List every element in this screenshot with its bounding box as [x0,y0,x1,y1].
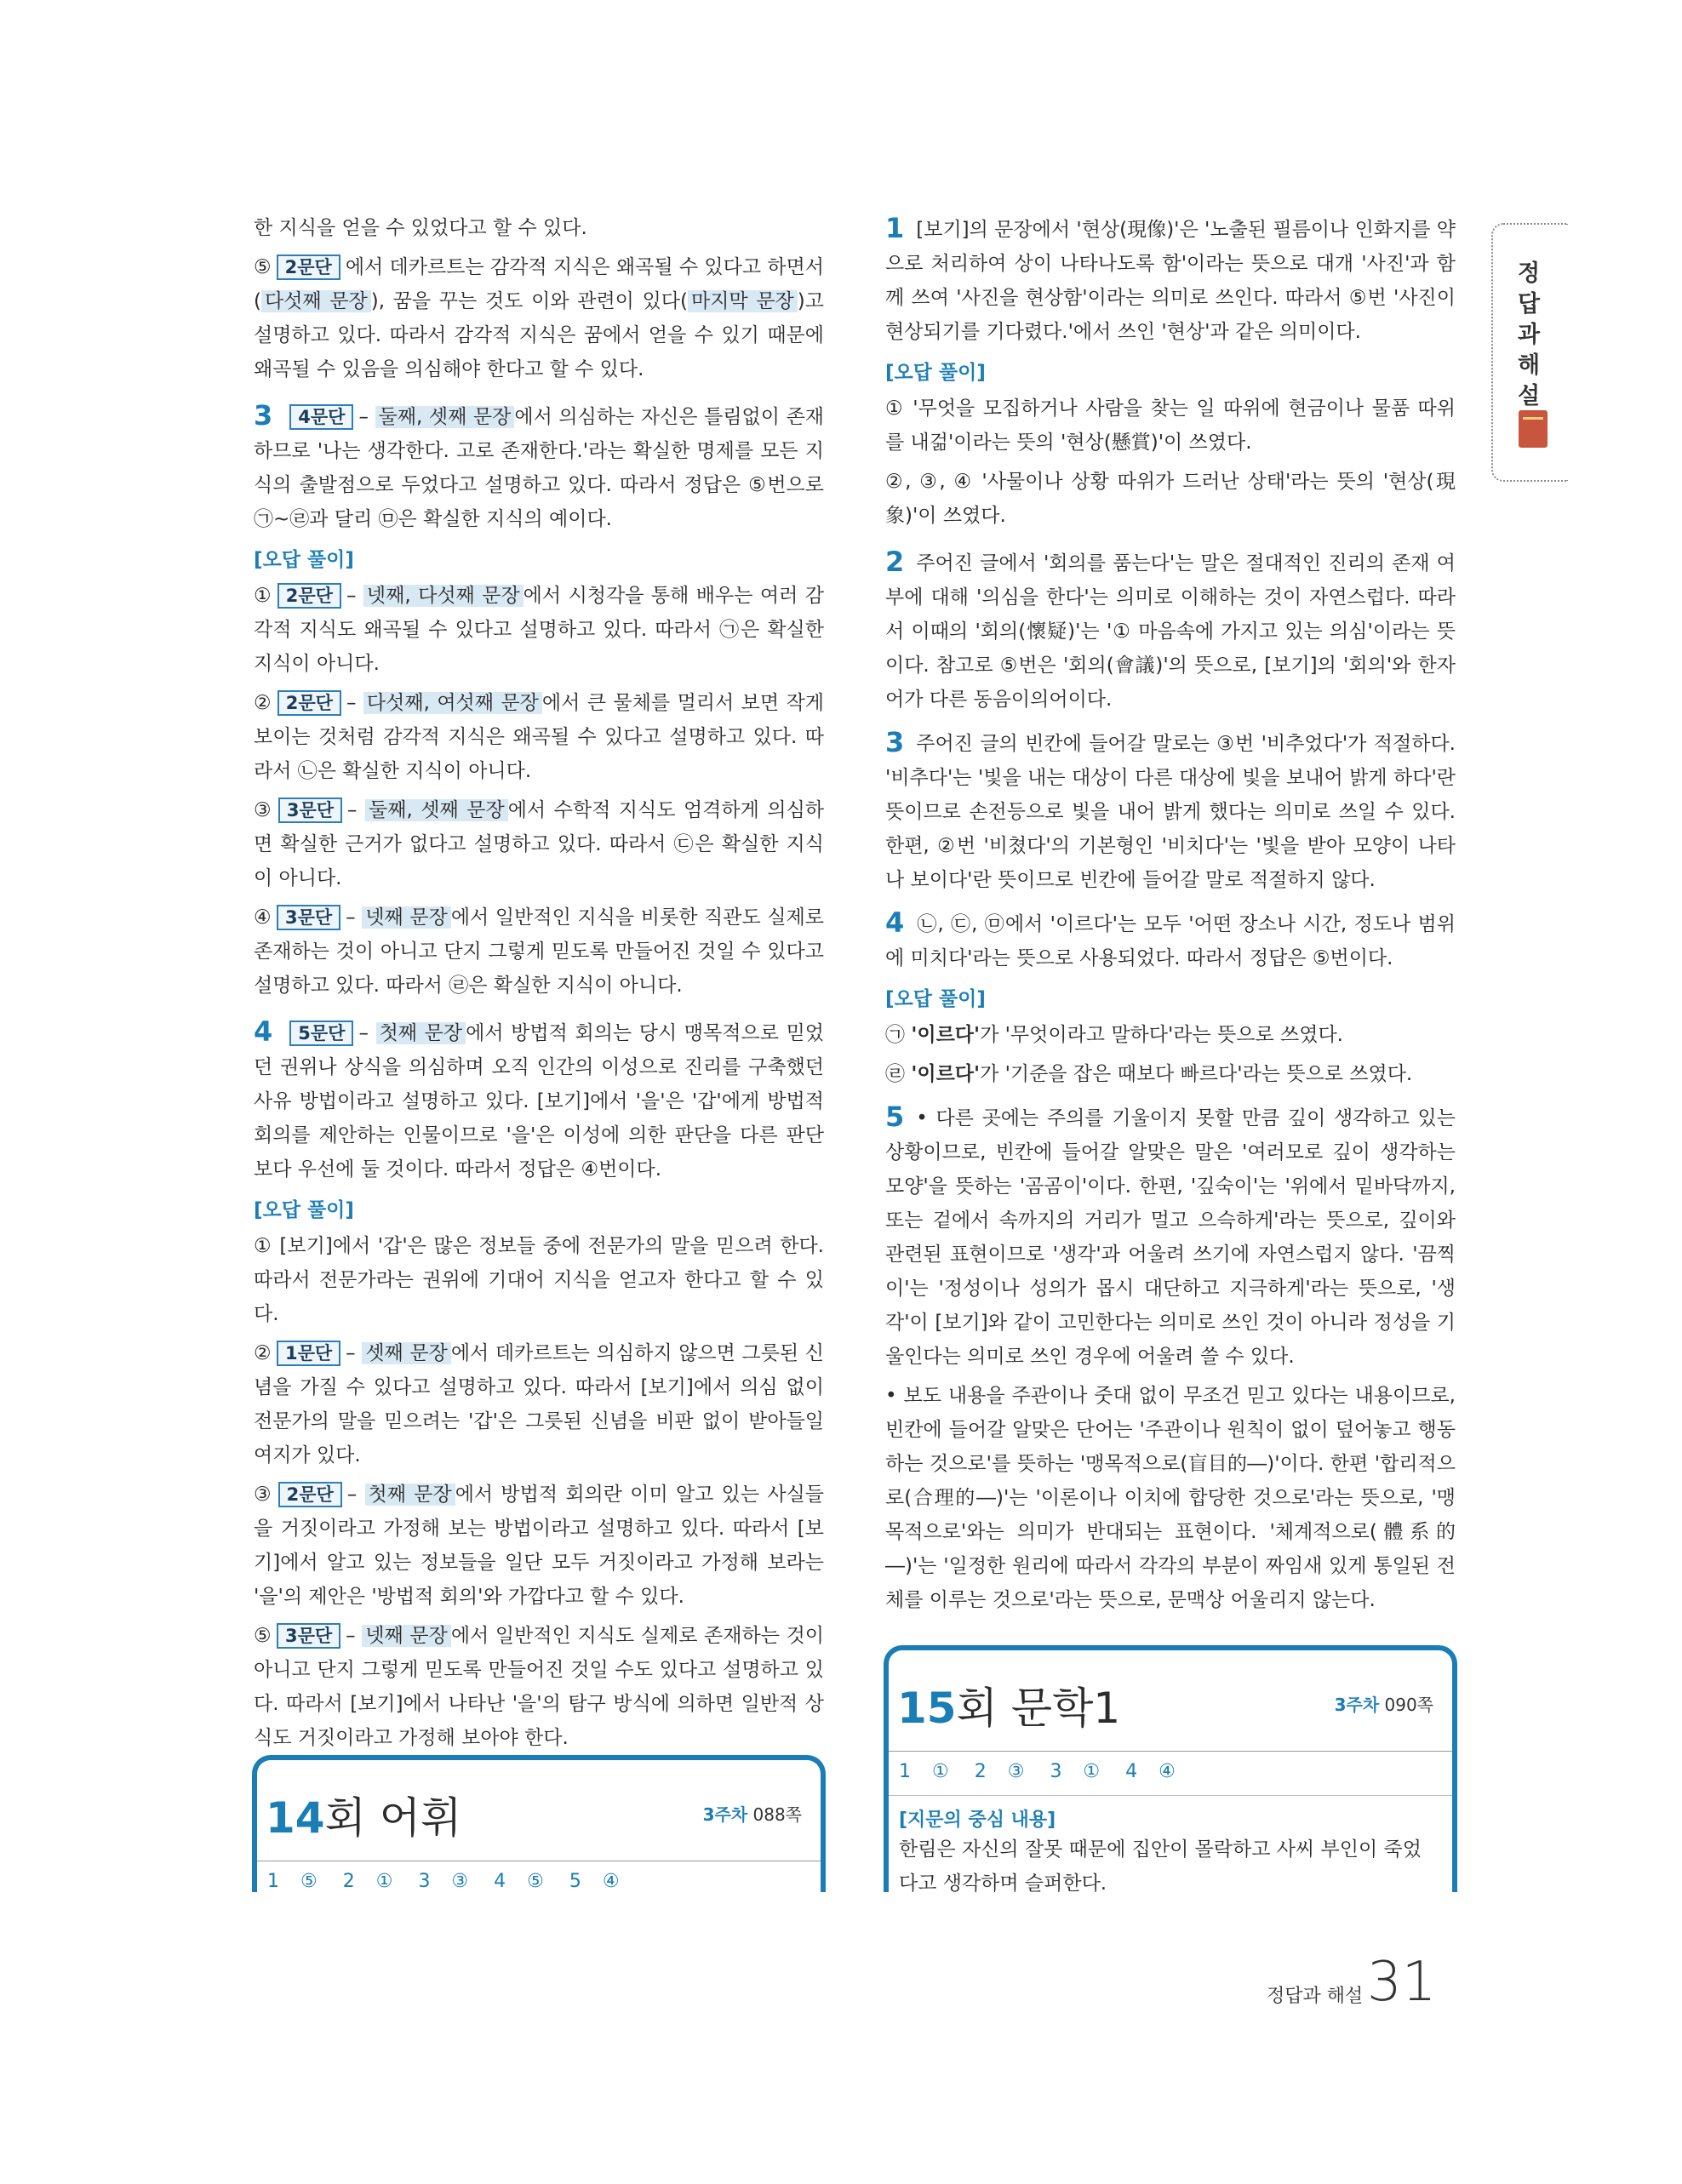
page-number: 31 [1367,1951,1437,2014]
left-column [254,211,824,1760]
highlight: 첫째 문장 [376,1022,466,1044]
r1-wrong-answer: ②, ③, ④ '사물이나 상황 따위가 드러난 상태'라는 뜻의 '현상(現象)'이 쓰였다. [885,471,1456,527]
session-14-answer-box [252,1755,826,1892]
question-number: 3 [885,726,905,758]
text: 가 '무엇이라고 말하다'라는 뜻으로 쓰였다. [980,1024,1343,1046]
dash: – [346,1484,365,1506]
divider [889,1795,1452,1796]
page-label: 090쪽 [1379,1695,1433,1715]
side-tab-label: 정답과 해설 [1517,260,1541,409]
session-15-answer-box [884,1645,1457,1895]
page-label: 088쪽 [747,1804,802,1825]
highlight: 셋째 문장 [362,1342,451,1364]
session-number: 14 [266,1793,325,1843]
paragraph-tag: 3문단 [277,1623,340,1649]
item-mark: ③ [254,799,273,821]
question-number: 2 [885,546,905,578]
r5-explanation-2: • 보도 내용을 주관이나 줏대 없이 무조건 믿고 있다는 내용이므로, 빈칸에 들어갈 알맞은 단어는 '주관이나 원칙이 없이 덮어놓고 행동하는 것으로'를 뜻하는 '맹목적으로(盲目的―)'이다. 한편 '합리적으로(合理的―)'는 '이론이나 이치에 합당한 것으로'라는 뜻으로, '맹목적으로'와는 의미가 반대되는 표현이다. '체계적으로(體系的―)'는 '일정한 원리에 따라서 각각의 부분이 짜임새 있게 통일된 전체를 이루는 것으로'라는 뜻으로, 문맥상 어울리지 않는다. [885,1385,1456,1611]
highlight: 넷째 문장 [362,1625,451,1647]
answer-item: 1 ① [899,1761,949,1782]
divider [889,1751,1452,1752]
wrong-answer-item [254,1478,824,1614]
text: 에서 일반적인 지식도 실제로 존재하는 것이 아니고 단지 그렇게 믿도록 만들어진 것일 수도 있다고 설명하고 있다. 따라서 [보기]에서 나타난 '을'의 탐구 방식에 의하면 일반적 상식도 거짓이라고 가정해 보아야 한다. [254,1625,825,1749]
answer-list [899,1761,1201,1782]
keyword: '이르다' [911,1024,981,1046]
week-label: 3주차 [1334,1695,1380,1715]
text: 주어진 글의 빈칸에 들어갈 말로는 ③번 '비추었다'가 적절하다. '비추다'는 '빛을 내는 대상이 다른 대상에 빛을 보내어 밝게 하다'란 뜻이므로 손전등으로 빛을 내어 밝게 했다는 의미로 쓰일 수 있다. 한편, ②번 '비쳤다'의 기본형인 '비치다'는 '빛을 받아 모양이 나타나 보이다'란 뜻이므로 빈칸에 들어갈 말로 적절하지 않다. [885,733,1456,891]
text: ㉡, ㉢, ㉤에서 '이르다'는 모두 '어떤 장소나 시간, 정도나 범위에 미치다'라는 뜻으로 사용되었다. 따라서 정답은 ⑤번이다. [885,913,1456,969]
book-icon [1519,410,1548,448]
session-number: 15 [897,1684,957,1733]
r1-wrong-answer: ① '무엇을 모집하거나 사람을 찾는 일 따위에 현금이나 물품 따위를 내걺'이라는 뜻의 '현상(懸賞)'이 쓰였다. [885,397,1456,454]
item-mark: ㉠ [885,1024,912,1046]
text: 에서 데카르트는 감각적 지식은 왜곡될 수 있다고 하면서 ( [254,256,825,312]
wrong-answer-item [254,1619,824,1755]
dash: – [358,1022,369,1044]
answer-item: 4 ④ [1125,1761,1176,1782]
text: 에서 의심하는 자신은 틀림없이 존재하므로 '나는 생각한다. 고로 존재한다.'라는 확실한 명제를 모든 지식의 출발점으로 두었다고 설명하고 있다. 따라서 정답은 ⑤번으로 ㉠~㉣과 달리 ㉤은 확실한 지식의 예이다. [254,406,824,530]
highlight: 넷째, 다섯째 문장 [363,585,523,607]
dash: – [358,406,369,428]
highlight: 첫째 문장 [365,1484,455,1506]
item-mark: ② [254,692,272,714]
text: 에서 수학적 지식도 엄격하게 의심하면 확실한 근거가 없다고 설명하고 있다. 따라서 ㉢은 확실한 지식이 아니다. [254,799,825,889]
text: 에서 데카르트는 의심하지 않으면 그릇된 신념을 가질 수 있다고 설명하고 있다. 따라서 [보기]에서 의심 없이 전문가의 말을 믿으려는 '갑'은 그릇된 신념을 비판 없이 받아들일 여지가 있다. [254,1342,825,1466]
wrong-answer-item [254,686,824,788]
page-footer [1267,1951,1437,2019]
paragraph-tag: 2문단 [277,583,341,609]
dash: – [347,799,366,821]
answer-item: 4 ⑤ [494,1871,544,1892]
r2-explanation [885,545,1456,717]
question-number: 3 [254,399,273,432]
highlight: 다섯째 문장 [261,290,371,312]
wrong-answer-item [254,1336,824,1472]
right-column [885,211,1456,1622]
answer-list [267,1871,645,1892]
session-name: 회 문학1 [956,1684,1121,1733]
text: [보기]의 문장에서 '현상(現像)'은 '노출된 필름이나 인화지를 약으로 처리하여 상이 나타나도록 함'이라는 뜻으로 대개 '사진'과 함께 쓰여 '사진을 현상함'이라는 의미로 쓰인다. 따라서 ⑤번 '사진이 현상되기를 기다렸다.'에서 쓰인 '현상'과 같은 의미이다. [885,219,1456,343]
wrong-answer-heading: [오답 풀이] [254,1199,354,1221]
session-name: 회 어휘 [324,1793,462,1843]
dash: – [346,585,363,607]
paragraph-tag: 4문단 [289,404,353,430]
paragraph-tag: 3문단 [278,798,342,823]
footer-label: 정답과 해설 [1267,1986,1364,2007]
q3-explanation [254,398,824,536]
paragraph-tag: 3문단 [277,905,340,930]
paragraph-tag: 2문단 [278,1482,342,1507]
highlight: 마지막 문장 [688,290,798,312]
q3-wrong-answers [254,579,824,1003]
answer-item: 1 ⑤ [267,1871,318,1892]
dash: – [346,692,363,714]
answer-item: 2 ③ [974,1761,1025,1782]
paragraph-tag: 1문단 [277,1341,340,1366]
item-mark: ② [254,1342,272,1364]
paragraph-tag: 2문단 [277,690,341,716]
q2-item-5 [254,250,824,386]
wrong-answer-heading: [오답 풀이] [254,549,354,571]
q4-wrong-answer-1: ① [보기]에서 '갑'은 많은 정보들 중에 전문가의 말을 믿으려 한다. 따라서 전문가라는 권위에 기대어 지식을 얻고자 한다고 할 수 있다. [254,1235,824,1325]
text: )고 설명하고 있다. 따라서 감각적 지식은 꿈에서 얻을 수 있기 때문에 왜곡될 수 있음을 의심해야 한다고 할 수 있다. [254,290,824,380]
text: 에서 방법적 회의는 당시 맹목적으로 믿었던 권위나 상식을 의심하며 오직 인간의 이성으로 진리를 구축했던 사유 방법이라고 설명하고 있다. [보기]에서 '을'은 '갑'에게 방법적 회의를 제안하는 인물이므로 '을'은 이성에 의한 판단을 다른 판단보다 우선에 둘 것이다. 따라서 정답은 ④번이다. [254,1022,825,1181]
session-title [266,1784,461,1845]
highlight: 다섯째, 여섯째 문장 [363,692,542,714]
text: 주어진 글에서 '회의를 품는다'는 말은 절대적인 진리의 존재 여부에 대해 '의심을 한다'는 의미로 이해하는 것이 자연스럽다. 따라서 이때의 '회의(懷疑)'는 '① 마음속에 가지고 있는 의심'이라는 뜻이다. 참고로 ⑤번은 '회의(會議)'의 뜻으로, [보기]의 '회의'와 한자어가 다른 동음이의어이다. [885,552,1456,711]
text: 에서 일반적인 지식을 비롯한 직관도 실제로 존재하는 것이 아니고 단지 그렇게 믿도록 만들어진 것일 수 있다고 설명하고 있다. 따라서 ㉣은 확실한 지식이 아니다. [254,906,825,997]
answer-item: 2 ① [342,1871,393,1892]
paragraph-tag: 2문단 [277,254,340,280]
section-side-tab [1491,223,1568,482]
highlight: 넷째 문장 [362,906,451,929]
summary-text: 한림은 자신의 잘못 때문에 집안이 몰락하고 사씨 부인이 죽었다고 생각하며 슬퍼한다. [899,1838,1422,1895]
q4-wrong-answers [254,1336,824,1755]
highlight: 둘째, 셋째 문장 [365,799,508,821]
keyword: '이르다' [911,1063,981,1085]
text: 에서 방법적 회의란 이미 알고 있는 사실들을 거짓이라고 가정해 보는 방법이라고 설명하고 있다. 따라서 [보기]에서 알고 있는 정보들을 일단 모두 거짓이라고 가정해 보라는 '을'의 제안은 '방법적 회의'와 가깝다고 할 수 있다. [254,1484,824,1608]
item-mark: ① [254,585,272,607]
wrong-answer-item [254,793,824,895]
item-mark: ⑤ [254,256,272,278]
text: • 다른 곳에는 주의를 기울이지 못할 만큼 깊이 생각하고 있는 상황이므로, 빈칸에 들어갈 알맞은 말은 '여러모로 깊이 생각하는 모양'을 뜻하는 '곰곰이'이다. 한편, '깊숙이'는 '위에서 밑바닥까지, 또는 겉에서 속까지의 거리가 멀고 으슥하게'라는 뜻으로, 깊이와 관련된 표현이므로 '생각'과 어울려 쓰기에 자연스럽지 않다. '끔찍이'는 '정성이나 성의가 몹시 대단하고 지극하게'라는 뜻으로, '생각'이 [보기]와 같이 고민한다는 의미로 쓰인 것이 아니라 정성을 기울인다는 의미로 쓰인 경우에 어울려 쓸 수 있다. [885,1107,1456,1368]
dash: – [346,1342,363,1364]
summary-heading: [지문의 중심 내용] [899,1810,1056,1831]
question-number: 5 [885,1101,905,1133]
wrong-answer-heading: [오답 풀이] [885,988,986,1010]
question-number: 1 [885,212,905,244]
item-mark: ③ [254,1484,273,1506]
r4-wrong-answer [885,1018,1456,1052]
r4-wrong-answer [885,1057,1456,1091]
text: 에서 큰 물체를 멀리서 보면 작게 보이는 것처럼 감각적 지식은 왜곡될 수 있다고 설명하고 있다. 따라서 ㉡은 확실한 지식이 아니다. [254,692,825,782]
text: 가 '기준을 잡은 때보다 빠르다'라는 뜻으로 쓰였다. [980,1063,1413,1085]
wrong-answer-heading: [오답 풀이] [885,362,986,384]
intro-paragraph: 한 지식을 얻을 수 있었다고 할 수 있다. [254,217,587,239]
text: ), 꿈을 꾸는 것도 이와 관련이 있다( [370,290,688,312]
week-label: 3주차 [702,1804,748,1825]
question-number: 4 [885,906,905,939]
session-page-ref [1335,1691,1433,1716]
dash: – [346,906,363,929]
highlight: 둘째, 셋째 문장 [375,406,515,428]
session-title [897,1674,1120,1735]
wrong-answer-item [254,579,824,681]
r5-explanation [885,1100,1456,1374]
answer-item: 3 ③ [418,1871,469,1892]
item-mark: ㉣ [885,1063,912,1085]
wrong-answer-item [254,900,824,1003]
r4-explanation [885,906,1456,975]
r1-explanation [885,211,1456,349]
answer-item: 5 ④ [569,1871,620,1892]
session-page-ref [703,1801,802,1826]
text: 에서 시청각을 통해 배우는 여러 감각적 지식도 왜곡될 수 있다고 설명하고 있다. 따라서 ㉠은 확실한 지식이 아니다. [254,585,824,675]
question-number: 4 [254,1015,273,1048]
q4-explanation [254,1015,824,1186]
item-mark: ④ [254,906,272,929]
dash: – [346,1625,363,1647]
r3-explanation [885,725,1456,897]
item-mark: ⑤ [254,1625,272,1647]
answer-item: 3 ① [1050,1761,1101,1782]
paragraph-tag: 5문단 [289,1021,353,1046]
